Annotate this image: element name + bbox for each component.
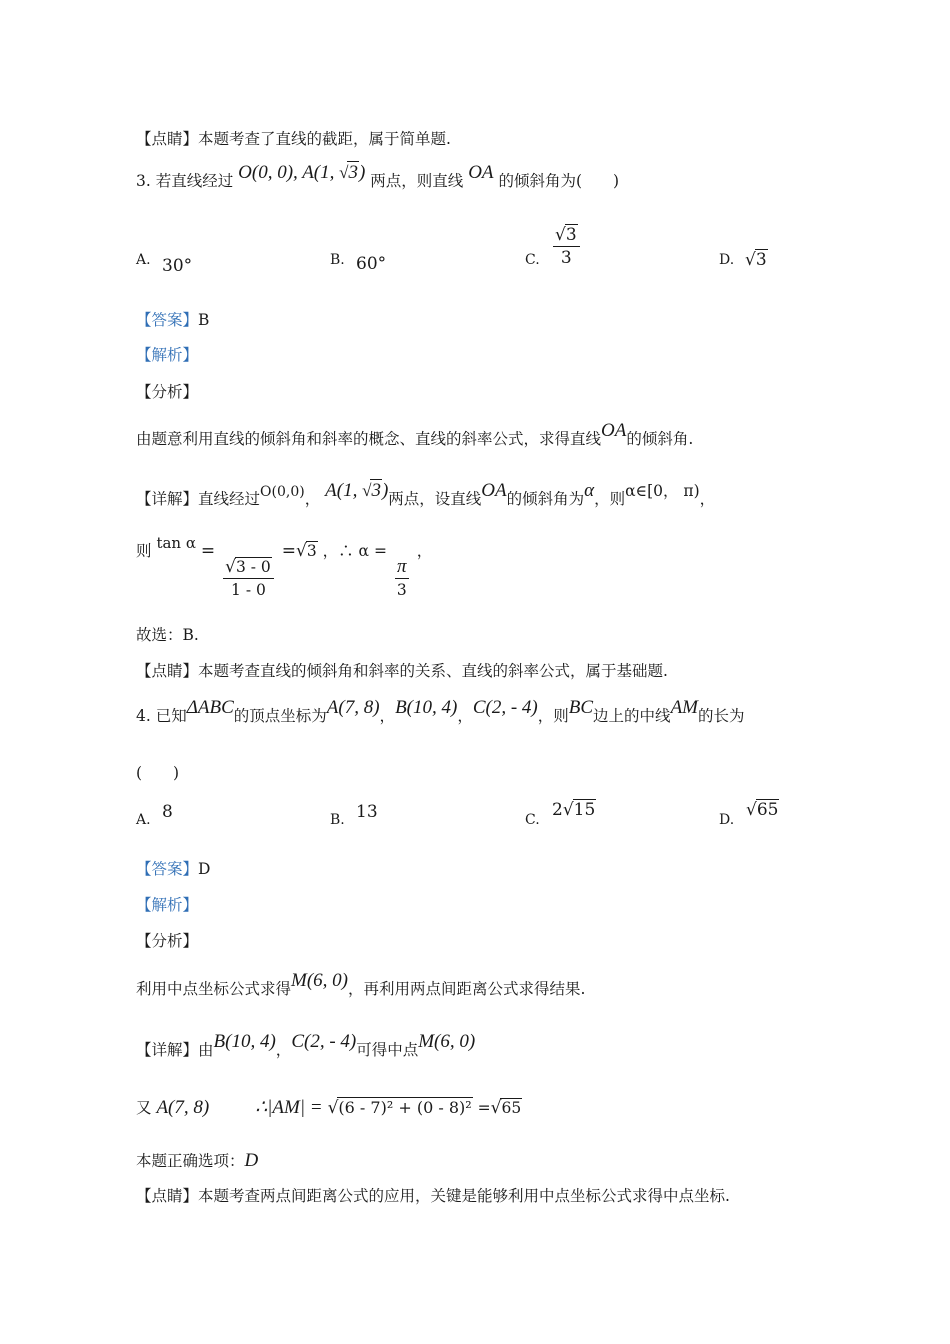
q4-paren: ( ) [136, 764, 180, 782]
q3-option-b-value: 60° [356, 254, 387, 274]
q4-note: 【点睛】本题考查两点间距离公式的应用，关键是能够利用中点坐标公式求得中点坐标. [136, 1187, 730, 1205]
q3-stem-mid: 两点，则直线 [370, 172, 464, 190]
q3-analysis-tag: 【解析】 [136, 346, 199, 364]
q4-option-c-label: C. [525, 812, 540, 828]
q3-option-a-label: A. [136, 252, 151, 268]
q4-answer: 【答案】D [136, 860, 211, 878]
q4-detail-line2: 又 A(7, 8) ∴|AM| = √(6 - 7)² + (0 - 8)² =√65 [136, 1097, 522, 1118]
q4-stem: 4. 已知ΔABC的顶点坐标为A(7, 8)，B(10, 4)，C(2, - 4)，则BC边上的中线AM的长为 [136, 697, 745, 725]
q2-note: 【点睛】本题考查了直线的截距，属于简单题. [136, 130, 451, 148]
q4-fenxi-text: 利用中点坐标公式求得M(6, 0)，再利用两点间距离公式求得结果. [136, 970, 586, 998]
q4-fenxi-tag: 【分析】 [136, 932, 199, 950]
q3-stem-suffix: 的倾斜角为( ) [498, 172, 620, 190]
q3-choose: 故选：B. [136, 626, 199, 644]
q3-detail-line2: 则 tan α = $\frac{√3 - 0}{1 - 0}$ =√3 ，∴ α = $\frac{\pi}{3}$ ， [136, 534, 433, 599]
q3-fenxi-text: 由题意利用直线的倾斜角和斜率的概念、直线的斜率公式，求得直线OA的倾斜角. [136, 420, 694, 448]
q3-OA: OA [468, 162, 494, 183]
q4-detail-line1: 【详解】由B(10, 4)，C(2, - 4)可得中点M(6, 0) [136, 1031, 476, 1059]
q3-option-d-label: D. [719, 252, 735, 268]
q4-option-d-value: √65 [746, 800, 779, 820]
q4-analysis-tag: 【解析】 [136, 896, 199, 914]
q4-option-c-value: 2√15 [552, 800, 596, 820]
q4-correct: 本题正确选项：D [136, 1150, 259, 1171]
q3-note: 【点睛】本题考查直线的倾斜角和斜率的关系、直线的斜率公式，属于基础题. [136, 662, 668, 680]
q3-points: O(0, 0), A(1, √3) [238, 162, 366, 183]
q3-fenxi-tag: 【分析】 [136, 383, 199, 401]
q4-option-d-label: D. [719, 812, 735, 828]
q4-option-a-value: 8 [162, 802, 173, 822]
q3-option-c-value: $\frac{√3}{3}$ [550, 224, 583, 269]
q3-option-b-label: B. [330, 252, 345, 268]
q3-stem [136, 162, 620, 192]
q3-stem-prefix: 3. 若直线经过 [136, 172, 234, 190]
q3-option-c-label: C. [525, 252, 540, 268]
q3-answer: 【答案】B [136, 311, 210, 329]
q3-detail-line1: 【详解】直线经过O(0,0)， A(1, √3)两点，设直线OA的倾斜角为α，则α∈[0， π)， [136, 480, 716, 508]
q4-option-b-label: B. [330, 812, 345, 828]
q3-option-d-value: √3 [745, 250, 767, 270]
q3-option-a-value: 30° [162, 256, 193, 276]
q4-option-b-value: 13 [356, 802, 378, 822]
q4-option-a-label: A. [136, 812, 151, 828]
